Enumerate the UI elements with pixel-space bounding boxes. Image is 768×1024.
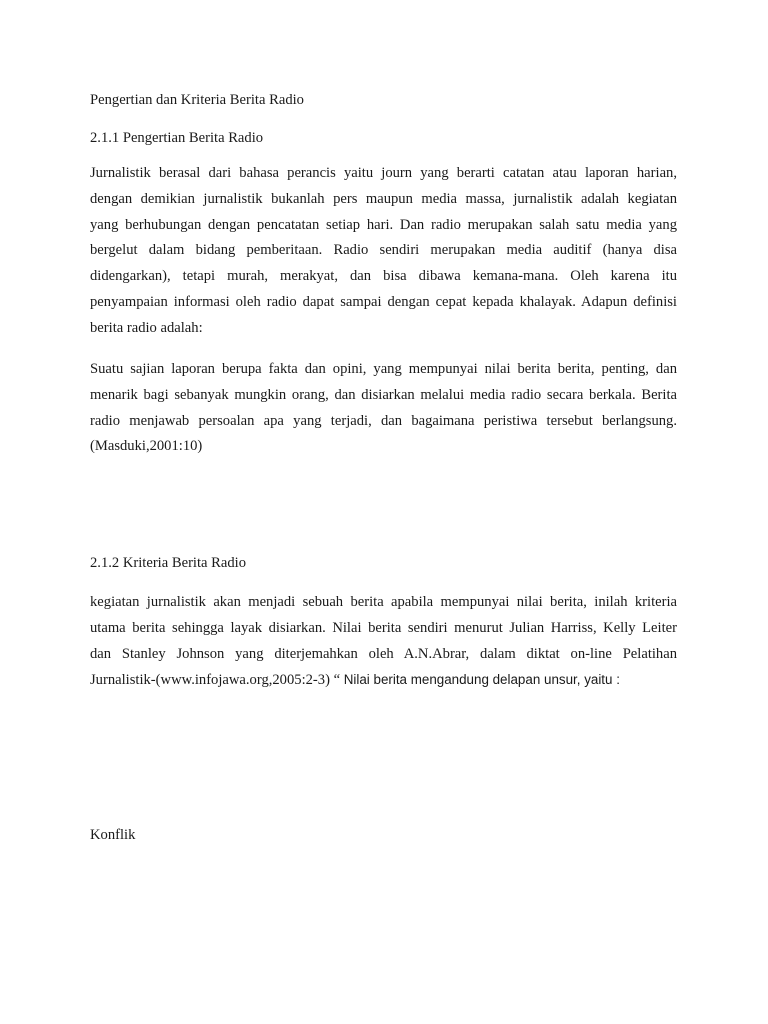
paragraph-pengertian (90, 161, 677, 342)
quoted-text: Nilai berita mengandung delapan unsur, yaitu : (343, 672, 620, 688)
paragraph-line: radio menjawab persoalan apa yang terjadi, dan bagaimana peristiwa tersebut berlangsung. (90, 412, 677, 429)
paragraph-line: utama berita sehingga layak disiarkan. Nilai berita sendiri menurut Julian Harriss, Kelly Leiter (90, 619, 677, 636)
paragraph-line: penyampaian informasi oleh radio dapat sampai dengan cepat kepada khalayak. Adapun definisi (90, 293, 677, 310)
paragraph-kriteria (90, 590, 677, 694)
paragraph-line: Jurnalistik berasal dari bahasa perancis yaitu journ yang berarti catatan atau laporan harian, (90, 165, 677, 181)
document-title: Pengertian dan Kriteria Berita Radio (90, 92, 304, 108)
paragraph-line: Suatu sajian laporan berupa fakta dan opini, yang mempunyai nilai berita berita, penting, dan (90, 361, 677, 377)
citation-text: Jurnalistik-(www.infojawa.org,2005:2-3) “ (90, 672, 341, 689)
paragraph-line: bergelut dalam bidang pemberitaan. Radio sendiri merupakan media auditif (hanya disa (90, 242, 677, 259)
paragraph-line: berita radio adalah: (90, 319, 203, 336)
paragraph-line (90, 667, 677, 694)
paragraph-line: kegiatan jurnalistik akan menjadi sebuah berita apabila mempunyai nilai berita, inilah kriteria (90, 594, 677, 610)
section-heading-pengertian: 2.1.1 Pengertian Berita Radio (90, 130, 264, 146)
paragraph-line: dengan demikian jurnalistik bukanlah pers maupun media massa, jurnalistik adalah kegiatan (90, 190, 677, 207)
paragraph-line: didengarkan), tetapi murah, merakyat, dan bisa dibawa kemana-mana. Oleh karena itu (90, 268, 677, 285)
paragraph-line: menarik bagi sebanyak mungkin orang, dan disiarkan melalui media radio secara berkala. Berita (90, 386, 677, 403)
paragraph-definisi (90, 357, 677, 460)
paragraph-line: (Masduki,2001:10) (90, 438, 203, 455)
list-item-konflik: Konflik (90, 827, 136, 843)
section-heading-kriteria: 2.1.2 Kriteria Berita Radio (90, 555, 247, 571)
paragraph-line: yang berhubungan dengan pencatatan setiap hari. Dan radio merupakan salah satu media yang (90, 216, 677, 233)
paragraph-line: dan Stanley Johnson yang diterjemahkan oleh A.N.Abrar, dalam diktat on-line Pelatihan (90, 645, 677, 662)
